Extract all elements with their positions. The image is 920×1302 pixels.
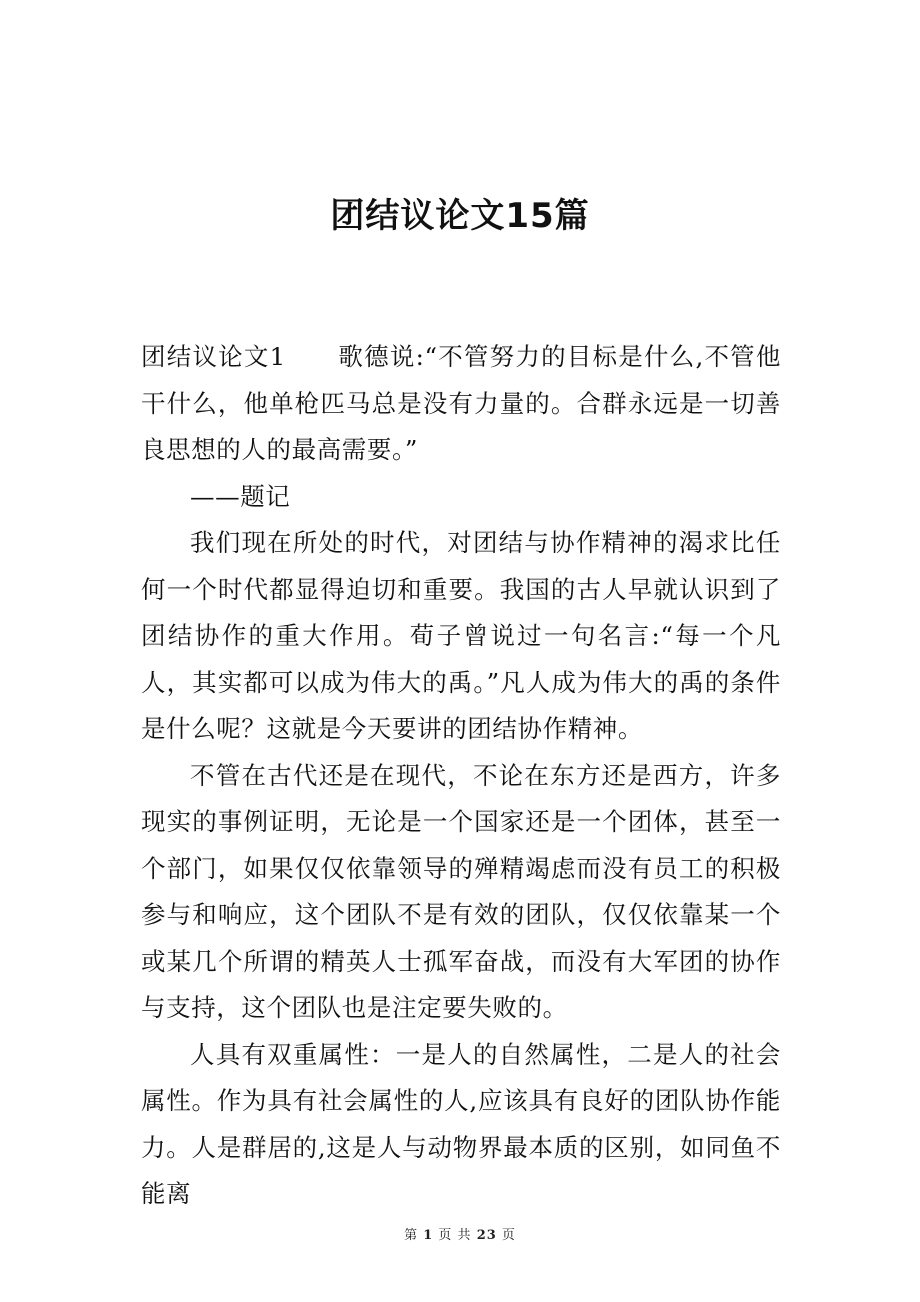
paragraph-4: 不管在古代还是在现代，不论在东方还是西方，许多现实的事例证明，无论是一个国家还是一个团体，甚至一个部门，如果仅仅依靠领导的殚精竭虑而没有员工的积极参与和响应，这个团队不是有效的团队，仅仅依靠某一个或某几个所谓的精英人士孤军奋战，而没有大军团的协作与支持，这个团队也是注定要失败的。: [141, 760, 781, 1022]
section-heading: 团结议论文1: [141, 342, 286, 371]
footer-suffix: 页: [501, 1228, 516, 1243]
paragraph-5: 人具有双重属性：一是人的自然属性，二是人的社会属性。作为具有社会属性的人,应该具有良好的团队协作能力。人是群居的,这是人与动物界最本质的区别，如同鱼不能离: [141, 1039, 781, 1208]
document-title: 团结议论文15篇: [330, 196, 590, 236]
paragraph-2: ——题记: [190, 481, 291, 511]
footer-page-number: 1: [423, 1228, 434, 1243]
document-body: [141, 334, 781, 1218]
paragraph-1: [141, 334, 781, 474]
footer-middle: 页 共: [438, 1228, 472, 1243]
paragraph-text: 歌德说:“不管努力的目标是什么,不管他干什么，他单枪匹马总是没有力量的。合群永远是一切善良思想的人的最高需要。”: [141, 342, 782, 464]
page-footer: [0, 1224, 920, 1243]
footer-prefix: 第: [404, 1228, 419, 1243]
paragraph-3: 我们现在所处的时代，对团结与协作精神的渴求比任何一个时代都显得迫切和重要。我国的古人早就认识到了团结协作的重大作用。荀子曾说过一句名言:“每一个凡人，其实都可以成为伟大的禹。”凡人成为伟大的禹的条件是什么呢？这就是今天要讲的团结协作精神。: [141, 528, 781, 743]
footer-total-pages: 23: [476, 1228, 497, 1243]
